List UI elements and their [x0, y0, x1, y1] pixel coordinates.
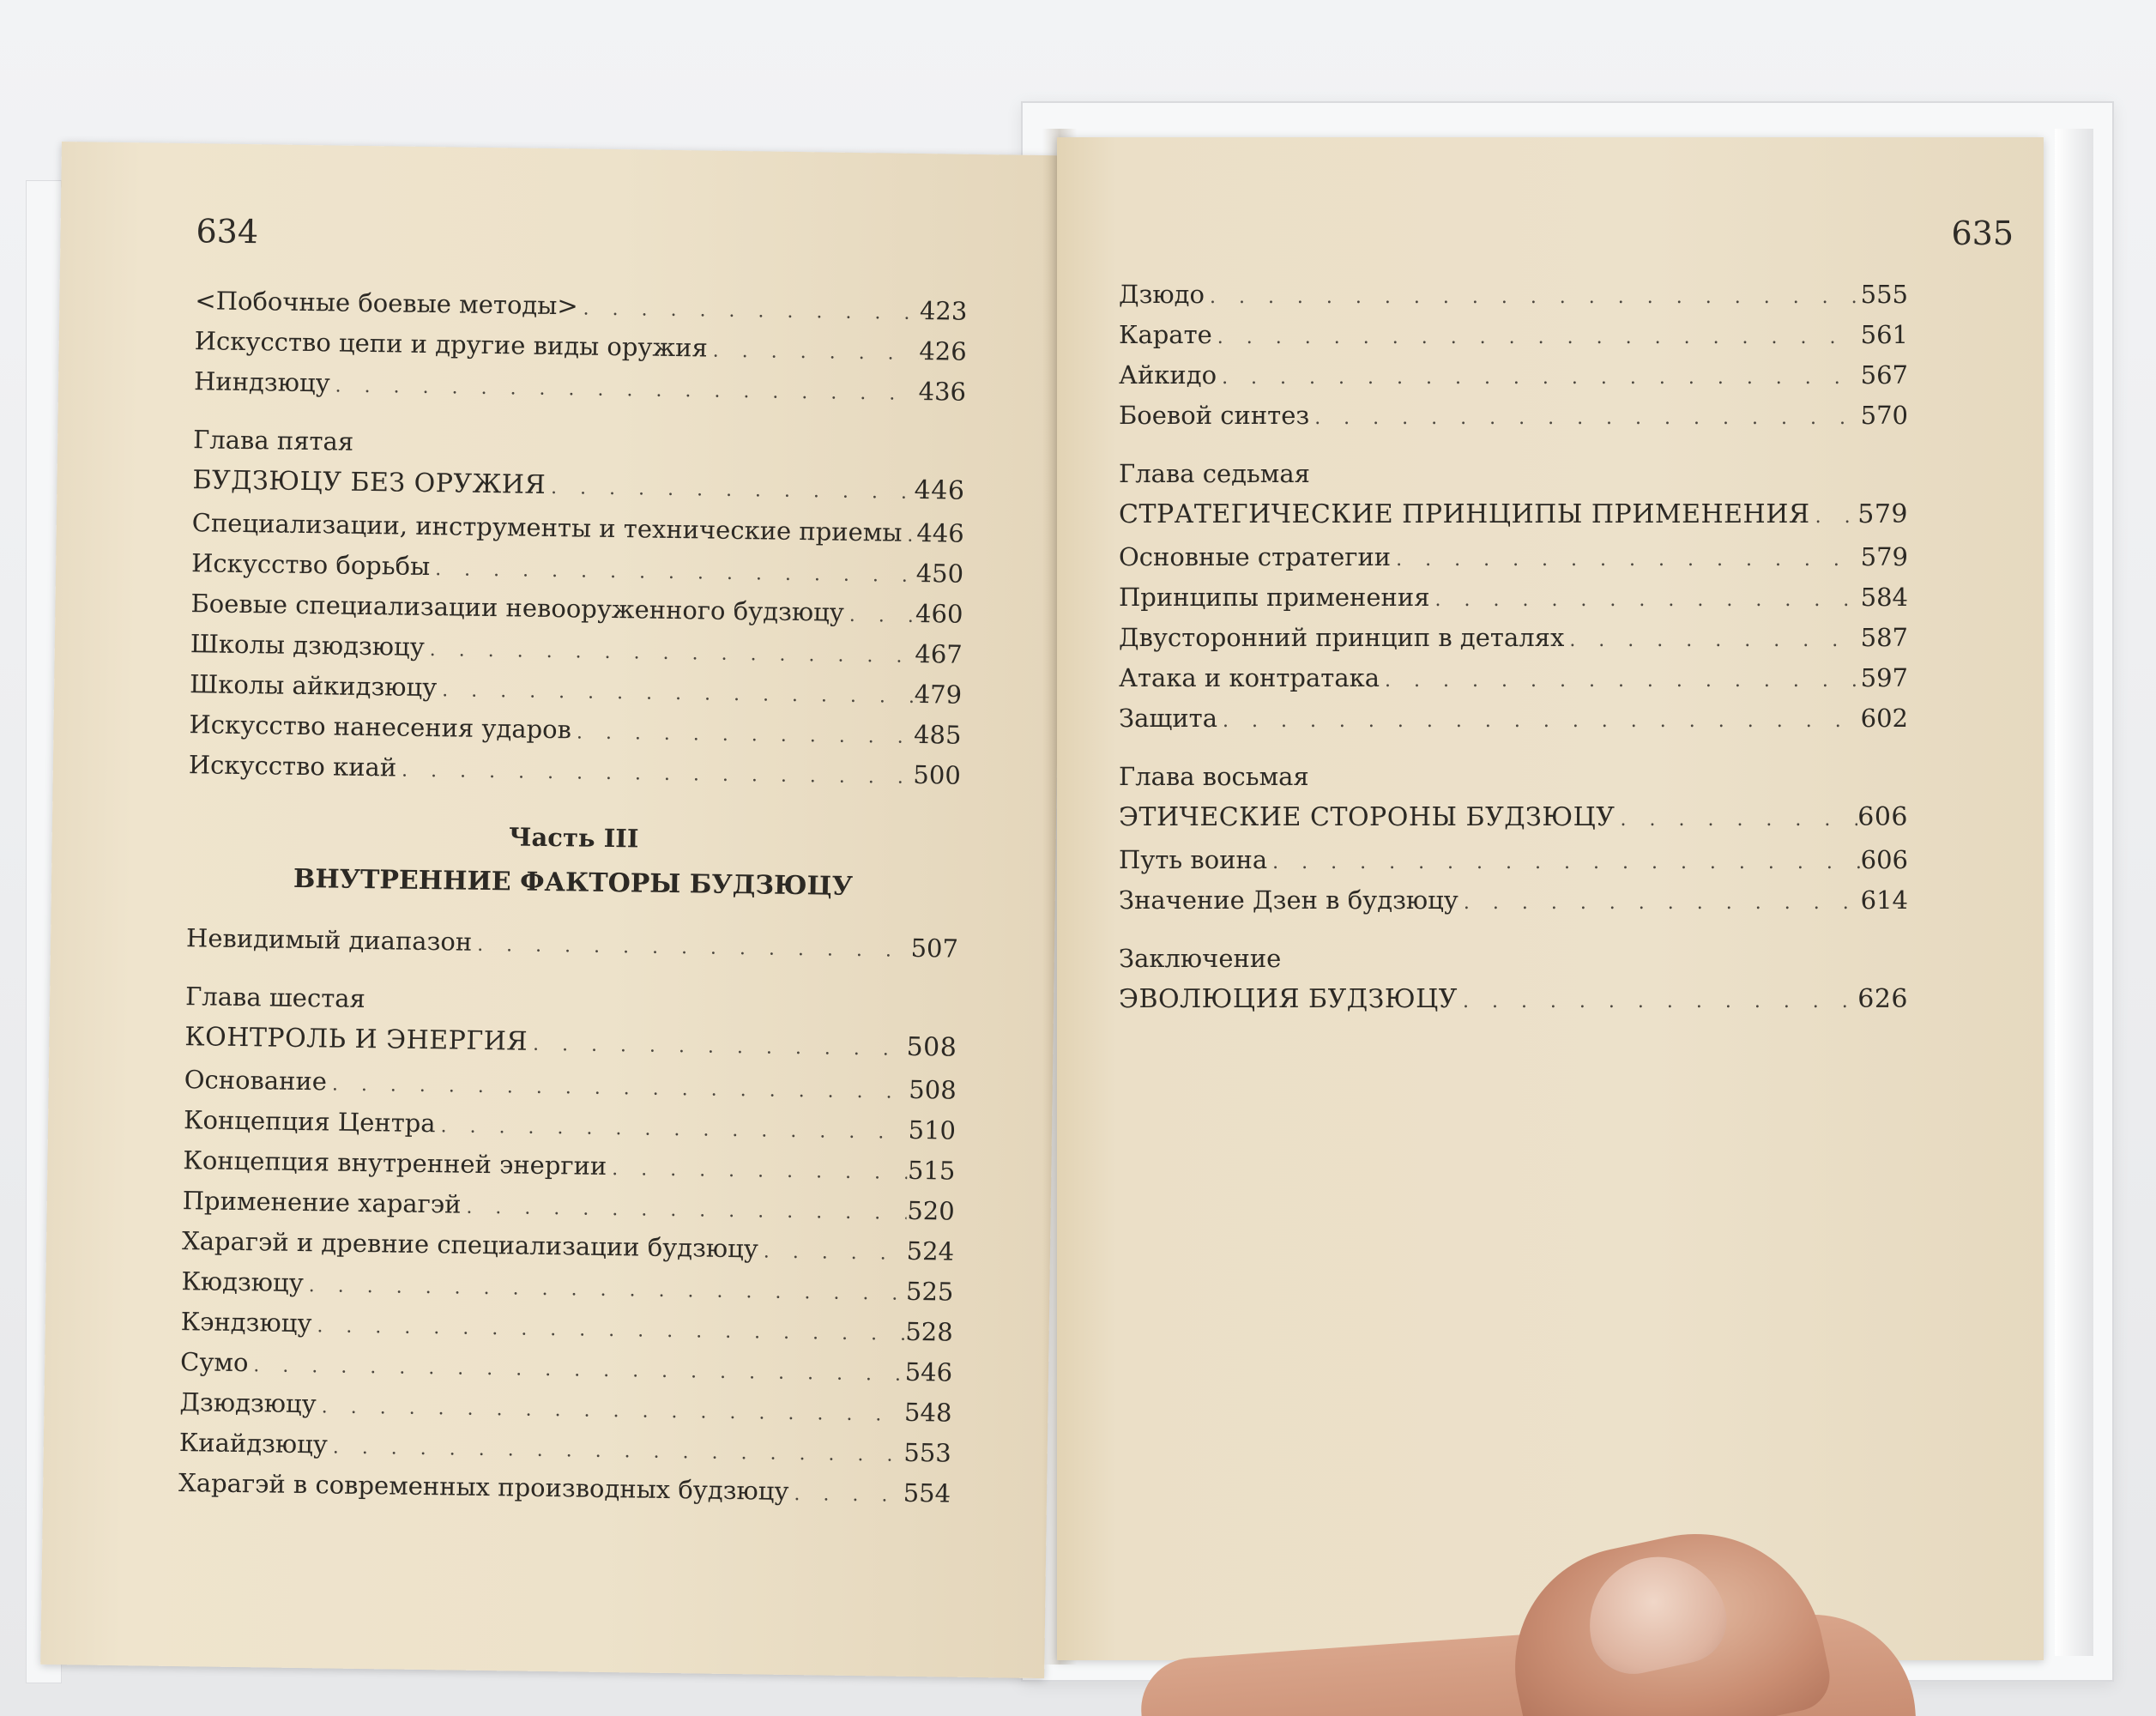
- leader-dots: [607, 1149, 908, 1193]
- entry-title: Ниндзюцу: [193, 366, 330, 398]
- entry-page: 423: [919, 295, 968, 326]
- chapter-title-entry: [1119, 795, 1908, 840]
- leader-dots: [758, 1231, 906, 1273]
- entry-title: Основные стратегии: [1119, 542, 1392, 571]
- leader-dots: [329, 366, 918, 414]
- chapter-label: Глава седьмая: [1119, 459, 1310, 488]
- entry-page: 546: [904, 1356, 953, 1387]
- entry-page: 626: [1857, 984, 1908, 1014]
- toc-entry: [1119, 880, 1908, 921]
- entry-page: 467: [915, 638, 963, 669]
- entry-page: 606: [1860, 845, 1908, 874]
- leader-dots: [528, 1023, 907, 1072]
- entry-page: 614: [1860, 885, 1908, 915]
- entry-title: Значение Дзен в будзюцу: [1119, 885, 1458, 915]
- leader-dots: [1205, 277, 1860, 317]
- entry-page: 485: [913, 719, 962, 750]
- entry-title: Невидимый диапазон: [185, 923, 473, 957]
- entry-title: Защита: [1119, 704, 1217, 733]
- leader-dots: [1564, 620, 1860, 661]
- leader-dots: [1430, 580, 1861, 620]
- entry-title: Сумо: [179, 1347, 249, 1378]
- entry-page: 524: [906, 1236, 955, 1266]
- entry-page: 528: [905, 1316, 953, 1347]
- right-page: [1057, 137, 2044, 1660]
- entry-page: 597: [1860, 663, 1908, 692]
- entry-page: 446: [914, 474, 965, 506]
- entry-title: Двусторонний принцип в деталях: [1119, 623, 1565, 652]
- entry-title: Харагэй в современных производных будзюцу: [178, 1468, 789, 1506]
- leader-dots: [844, 595, 915, 637]
- toc-entry: [1119, 396, 1908, 436]
- toc-entry: [1119, 577, 1908, 618]
- entry-page: 500: [913, 759, 962, 790]
- leader-dots: [396, 751, 913, 798]
- entry-title: Школы айкидзюцу: [189, 669, 438, 703]
- toc-entry: [186, 918, 959, 970]
- leader-dots: [1810, 495, 1858, 540]
- entry-page: 510: [908, 1115, 957, 1145]
- leader-dots: [571, 712, 914, 758]
- entry-page: 553: [903, 1437, 951, 1468]
- entry-page: 579: [1857, 499, 1908, 529]
- leader-dots: [902, 516, 916, 556]
- entry-page: 602: [1860, 704, 1908, 733]
- table-of-contents: [1119, 275, 1908, 1022]
- leader-dots: [472, 925, 910, 971]
- leader-dots: [1267, 843, 1860, 883]
- entry-title: Специализации, инструменты и технические приемы: [191, 508, 903, 547]
- entry-page: 606: [1857, 802, 1908, 832]
- entry-page: 561: [1860, 320, 1908, 349]
- chapter-title: КОНТРОЛЬ И ЭНЕРГИЯ: [184, 1022, 528, 1057]
- toc-entry: [1119, 618, 1908, 658]
- leader-dots: [788, 1474, 903, 1516]
- entry-title: Искусство киай: [188, 750, 397, 782]
- chapter-label: Глава пятая: [192, 425, 354, 456]
- cover-edge: [2055, 129, 2093, 1656]
- part-heading: [187, 811, 960, 912]
- part-title: ВНУТРЕННИЕ ФАКТОРЫ БУДЗЮЦУ: [293, 863, 854, 902]
- leader-dots: [1458, 883, 1860, 923]
- entry-title: Киайдзюцу: [178, 1428, 329, 1459]
- entry-page: 436: [918, 376, 967, 407]
- leader-dots: [707, 331, 919, 374]
- chapter-title-entry: [1119, 492, 1908, 537]
- entry-title: Боевые специализации невооруженного будзюцу: [190, 589, 845, 627]
- entry-title: Дзюдзюцу: [179, 1387, 317, 1419]
- toc-entry: [1119, 315, 1908, 355]
- leader-dots: [1212, 317, 1860, 358]
- toc-entry: [1119, 355, 1908, 396]
- page-number: 635: [1951, 214, 2014, 252]
- entry-page: 479: [914, 679, 963, 710]
- entry-title: Концепция Центра: [183, 1105, 436, 1139]
- entry-title: Искусство цепи и другие виды оружия: [194, 326, 709, 363]
- entry-title: Карате: [1119, 320, 1212, 349]
- chapter-title: СТРАТЕГИЧЕСКИЕ ПРИНЦИПЫ ПРИМЕНЕНИЯ: [1119, 499, 1810, 529]
- toc-entry: [1119, 840, 1908, 880]
- entry-title: Основание: [184, 1065, 328, 1097]
- entry-page: 508: [909, 1074, 957, 1105]
- entry-title: Искусство борьбы: [190, 548, 431, 582]
- entry-page: 567: [1860, 360, 1908, 390]
- entry-page: 570: [1860, 401, 1908, 430]
- entry-title: Дзюдо: [1119, 280, 1205, 309]
- left-page: [40, 142, 1066, 1678]
- entry-page: 507: [910, 933, 959, 964]
- chapter-title: ЭВОЛЮЦИЯ БУДЗЮЦУ: [1119, 984, 1458, 1014]
- toc-entry: [1119, 275, 1908, 315]
- entry-page: 460: [915, 598, 963, 629]
- entry-title: Боевой синтез: [1119, 401, 1310, 430]
- entry-title: Применение харагэй: [182, 1186, 462, 1219]
- entry-title: Концепция внутренней энергии: [183, 1145, 607, 1181]
- entry-title: <Побочные боевые методы>: [195, 286, 578, 321]
- entry-title: Кюдзюцу: [181, 1266, 305, 1298]
- entry-title: Принципы применения: [1119, 583, 1430, 612]
- entry-page: 584: [1860, 583, 1908, 612]
- toc-entry: [1119, 698, 1908, 739]
- entry-title: Кэндзюцу: [180, 1307, 312, 1338]
- entry-title: Атака и контратака: [1119, 663, 1380, 692]
- entry-title: Путь воина: [1119, 845, 1268, 874]
- entry-title: Школы дзюдзюцу: [190, 629, 426, 662]
- entry-page: 508: [906, 1031, 957, 1063]
- entry-page: 515: [907, 1155, 956, 1186]
- leader-dots: [1309, 398, 1860, 438]
- toc-entry: [1119, 658, 1908, 698]
- leader-dots: [1380, 661, 1860, 701]
- entry-title: Искусство нанесения ударов: [189, 710, 572, 745]
- entry-page: 426: [919, 335, 967, 366]
- leader-dots: [1615, 798, 1858, 843]
- entry-title: Айкидо: [1119, 360, 1217, 390]
- entry-page: 520: [907, 1195, 955, 1226]
- part-label: Часть III: [508, 822, 639, 854]
- leader-dots: [1217, 701, 1860, 741]
- leader-dots: [1217, 358, 1860, 398]
- leader-dots: [1458, 980, 1857, 1024]
- entry-page: 450: [915, 558, 964, 589]
- entry-page: 446: [916, 517, 964, 548]
- chapter-label: Глава восьмая: [1119, 762, 1309, 791]
- chapter-label: Глава шестая: [184, 982, 366, 1014]
- chapter-title: ЭТИЧЕСКИЕ СТОРОНЫ БУДЗЮЦУ: [1119, 802, 1615, 832]
- entry-page: 579: [1860, 542, 1908, 571]
- entry-page: 548: [903, 1397, 952, 1428]
- table-of-contents: [178, 281, 968, 1514]
- chapter-title: БУДЗЮЦУ БЕЗ ОРУЖИЯ: [192, 465, 547, 500]
- leader-dots: [1391, 540, 1860, 580]
- entry-title: Харагэй и древние специализации будзюцу: [181, 1226, 759, 1264]
- chapter-label: Заключение: [1119, 944, 1282, 973]
- page-number: 634: [196, 212, 259, 251]
- entry-page: 587: [1860, 623, 1908, 652]
- leader-dots: [424, 630, 915, 677]
- chapter-title-entry: [1119, 977, 1908, 1022]
- entry-page: 525: [905, 1276, 954, 1307]
- entry-page: 555: [1860, 280, 1908, 309]
- entry-page: 554: [903, 1477, 951, 1508]
- toc-entry: [1119, 537, 1908, 577]
